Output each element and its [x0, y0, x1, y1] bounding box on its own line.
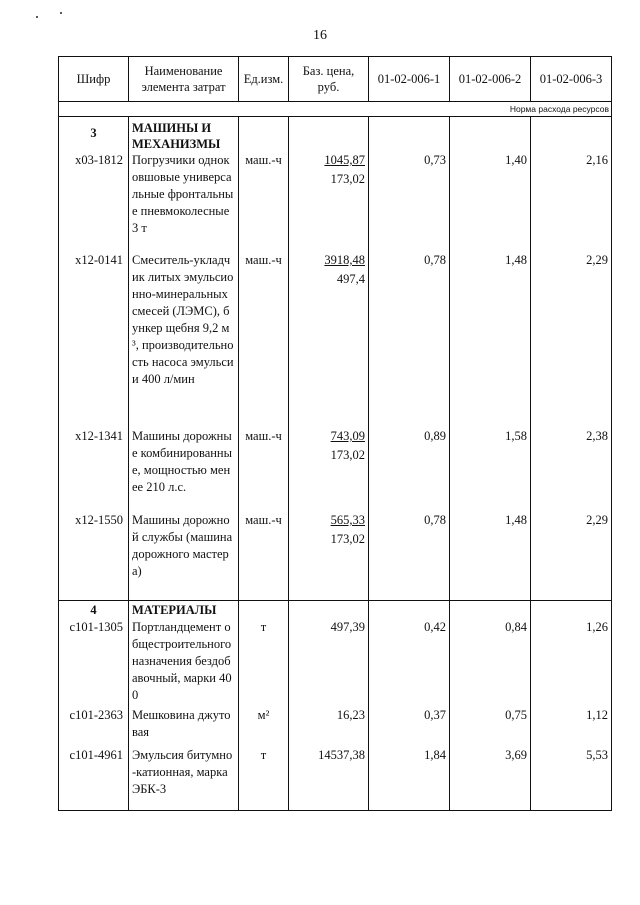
- row-price: [289, 252, 369, 428]
- section-title: МАТЕРИАЛЫ: [129, 600, 239, 619]
- section-title: МАШИНЫ И МЕХАНИЗМЫ: [129, 117, 239, 153]
- row-value-2: 1,48: [450, 512, 531, 600]
- row-unit: маш.-ч: [239, 428, 289, 512]
- row-value-2: 1,40: [450, 152, 531, 252]
- price-value: 3918,48: [324, 253, 365, 267]
- norma-label: Норма расхода ресурсов: [59, 102, 612, 117]
- row-price: 14537,38: [289, 747, 369, 811]
- row-code: х12-1550: [59, 512, 129, 600]
- row-value-3: 5,53: [531, 747, 612, 811]
- row-value-1: 0,42: [369, 619, 450, 707]
- norma-row: [59, 102, 612, 117]
- row-value-1: 0,89: [369, 428, 450, 512]
- price-sub-value: 173,02: [330, 448, 365, 462]
- resource-norms-table: [58, 56, 612, 811]
- row-value-1: 0,78: [369, 512, 450, 600]
- row-name: Машины дорожные комбинированные, мощностью менее 210 л.с.: [129, 428, 239, 512]
- row-code: с101-2363: [59, 707, 129, 747]
- price-value: 1045,87: [324, 153, 365, 167]
- row-value-2: 0,75: [450, 707, 531, 747]
- row-code: х03-1812: [59, 152, 129, 252]
- row-value-2: 0,84: [450, 619, 531, 707]
- header-col3: 01-02-006-3: [531, 57, 612, 102]
- row-code: с101-1305: [59, 619, 129, 707]
- section-number: 3: [59, 117, 129, 153]
- row-name: Мешковина джутовая: [129, 707, 239, 747]
- row-value-3: 2,16: [531, 152, 612, 252]
- row-value-1: 0,78: [369, 252, 450, 428]
- row-code: х12-1341: [59, 428, 129, 512]
- table-row: [59, 512, 612, 600]
- price-sub-value: 173,02: [330, 172, 365, 186]
- row-value-3: 1,26: [531, 619, 612, 707]
- header-unit: Ед.изм.: [239, 57, 289, 102]
- header-col2: 01-02-006-2: [450, 57, 531, 102]
- row-unit: маш.-ч: [239, 512, 289, 600]
- row-value-3: 2,29: [531, 252, 612, 428]
- row-code: с101-4961: [59, 747, 129, 811]
- row-unit: т: [239, 747, 289, 811]
- price-sub-value: 497,4: [336, 272, 365, 286]
- table-body: [59, 102, 612, 811]
- header-row: [59, 57, 612, 102]
- page-number: 16: [313, 28, 327, 43]
- table-row: [59, 428, 612, 512]
- table-row: [59, 747, 612, 811]
- row-value-2: 1,58: [450, 428, 531, 512]
- row-value-2: 1,48: [450, 252, 531, 428]
- row-price: 497,39: [289, 619, 369, 707]
- price-value: 743,09: [330, 429, 365, 443]
- row-value-3: 2,29: [531, 512, 612, 600]
- row-name: Портландцемент общестроительного назначения бездобавочный, марки 400: [129, 619, 239, 707]
- section-header-row: [59, 117, 612, 153]
- row-name: Погрузчики одноковшовые универсальные фронтальные пневмоколесные 3 т: [129, 152, 239, 252]
- row-value-3: 1,12: [531, 707, 612, 747]
- row-name: Смеситель-укладчик литых эмульсионно-минеральных смесей (ЛЭМС), бункер щебня 9,2 м³, производительность насоса эмульсии 400 л/мин: [129, 252, 239, 428]
- row-unit: т: [239, 619, 289, 707]
- section-header-row: [59, 600, 612, 619]
- row-value-3: 2,38: [531, 428, 612, 512]
- row-code: х12-0141: [59, 252, 129, 428]
- header-name: Наименование элемента затрат: [129, 57, 239, 102]
- table-row: [59, 707, 612, 747]
- row-unit: маш.-ч: [239, 152, 289, 252]
- header-price: Баз. цена, руб.: [289, 57, 369, 102]
- row-value-2: 3,69: [450, 747, 531, 811]
- row-price: [289, 428, 369, 512]
- row-price: 16,23: [289, 707, 369, 747]
- price-sub-value: 173,02: [330, 532, 365, 546]
- price-value: 565,33: [330, 513, 365, 527]
- section-number: 4: [59, 600, 129, 619]
- row-name: Машины дорожной службы (машина дорожного мастера): [129, 512, 239, 600]
- row-name: Эмульсия битумно-катионная, марка ЭБК-3: [129, 747, 239, 811]
- row-value-1: 0,73: [369, 152, 450, 252]
- header-code: Шифр: [59, 57, 129, 102]
- row-unit: м²: [239, 707, 289, 747]
- table-row: [59, 619, 612, 707]
- row-price: [289, 512, 369, 600]
- row-value-1: 0,37: [369, 707, 450, 747]
- row-unit: маш.-ч: [239, 252, 289, 428]
- table-row: [59, 252, 612, 428]
- scan-specks: [36, 12, 76, 20]
- table-row: [59, 152, 612, 252]
- header-col1: 01-02-006-1: [369, 57, 450, 102]
- row-price: [289, 152, 369, 252]
- row-value-1: 1,84: [369, 747, 450, 811]
